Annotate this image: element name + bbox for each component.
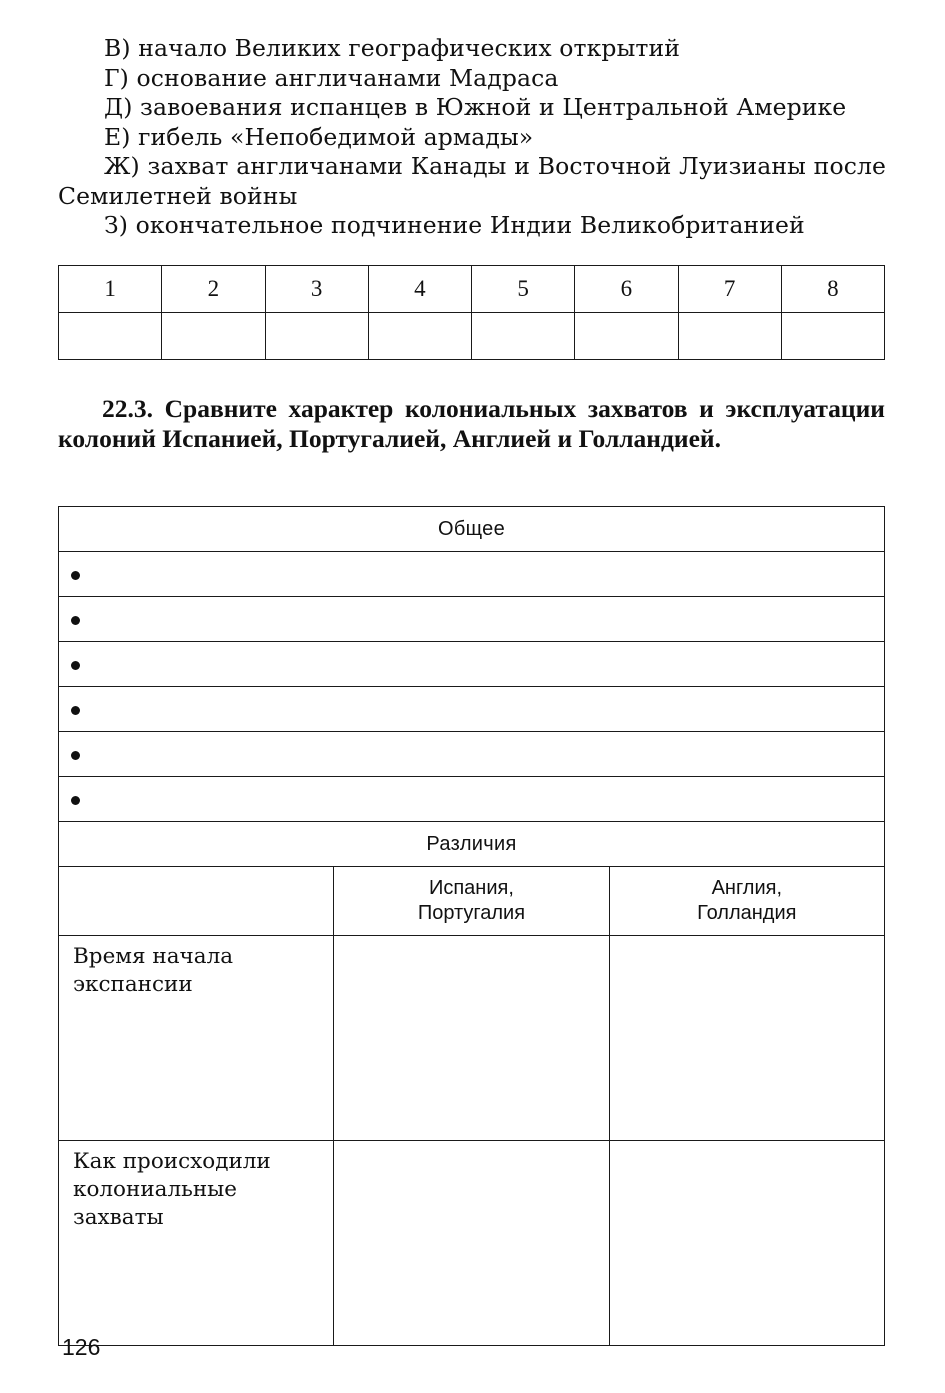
answer-header-cell: 3 — [265, 266, 368, 313]
answer-cell[interactable] — [575, 313, 678, 360]
answer-input-row — [59, 313, 885, 360]
bullet-icon — [71, 661, 80, 670]
bullet-icon — [71, 706, 80, 715]
column-header-spain-portugal: Испания, Португалия — [334, 867, 609, 936]
bullet-icon — [71, 571, 80, 580]
answer-header-cell: 8 — [781, 266, 884, 313]
answer-cell[interactable] — [334, 1141, 609, 1346]
answer-cell[interactable] — [472, 313, 575, 360]
answer-cell[interactable] — [265, 313, 368, 360]
list-item: Г) основание англичанами Мадраса — [104, 63, 559, 92]
common-header: Общее — [59, 507, 885, 552]
bullet-row[interactable] — [59, 732, 885, 777]
bullet-row[interactable] — [59, 597, 885, 642]
answer-cell[interactable] — [609, 936, 884, 1141]
answer-cell[interactable] — [678, 313, 781, 360]
differences-header: Различия — [59, 822, 885, 867]
bullet-row[interactable] — [59, 642, 885, 687]
bullet-icon — [71, 796, 80, 805]
list-item: Е) гибель «Непобедимой армады» — [104, 122, 534, 151]
answer-header-cell: 7 — [678, 266, 781, 313]
answer-header-row — [59, 266, 885, 313]
list-item: Д) завоевания испанцев в Южной и Центральной Америке — [104, 93, 847, 121]
answer-cell[interactable] — [368, 313, 471, 360]
bullet-icon — [71, 751, 80, 760]
answer-cell[interactable] — [609, 1141, 884, 1346]
answer-header-cell: 5 — [472, 266, 575, 313]
answer-cell[interactable] — [781, 313, 884, 360]
corner-cell — [59, 867, 334, 936]
answer-cell[interactable] — [59, 313, 162, 360]
bullet-icon — [71, 616, 80, 625]
list-item: Ж) захват англичанами Канады и Восточной Луизианы после Семилетней войны — [58, 152, 886, 210]
answer-cell[interactable] — [334, 936, 609, 1141]
list-item: З) окончательное подчинение Индии Великобританией — [104, 211, 805, 239]
page-number: 126 — [62, 1334, 101, 1360]
row-label-colonial-seizures: Как происходили колониальные захваты — [59, 1141, 334, 1346]
answer-table — [58, 265, 885, 360]
bullet-row[interactable] — [59, 687, 885, 732]
column-header-england-holland: Англия, Голландия — [609, 867, 884, 936]
comparison-table — [58, 506, 885, 1346]
list-item: В) начало Великих географических открытий — [104, 34, 680, 62]
answer-header-cell: 1 — [59, 266, 162, 313]
bullet-row[interactable] — [59, 552, 885, 597]
answer-header-cell: 2 — [162, 266, 265, 313]
answer-header-cell: 4 — [368, 266, 471, 313]
answer-cell[interactable] — [162, 313, 265, 360]
answer-header-cell: 6 — [575, 266, 678, 313]
bullet-row[interactable] — [59, 777, 885, 822]
row-label-expansion-start: Время начала экспансии — [59, 936, 334, 1141]
option-list — [58, 34, 886, 241]
task-heading: 22.3. Сравните характер колониальных захватов и эксплуатации колоний Испанией, Португалией, Англией и Голландией. — [58, 394, 885, 453]
